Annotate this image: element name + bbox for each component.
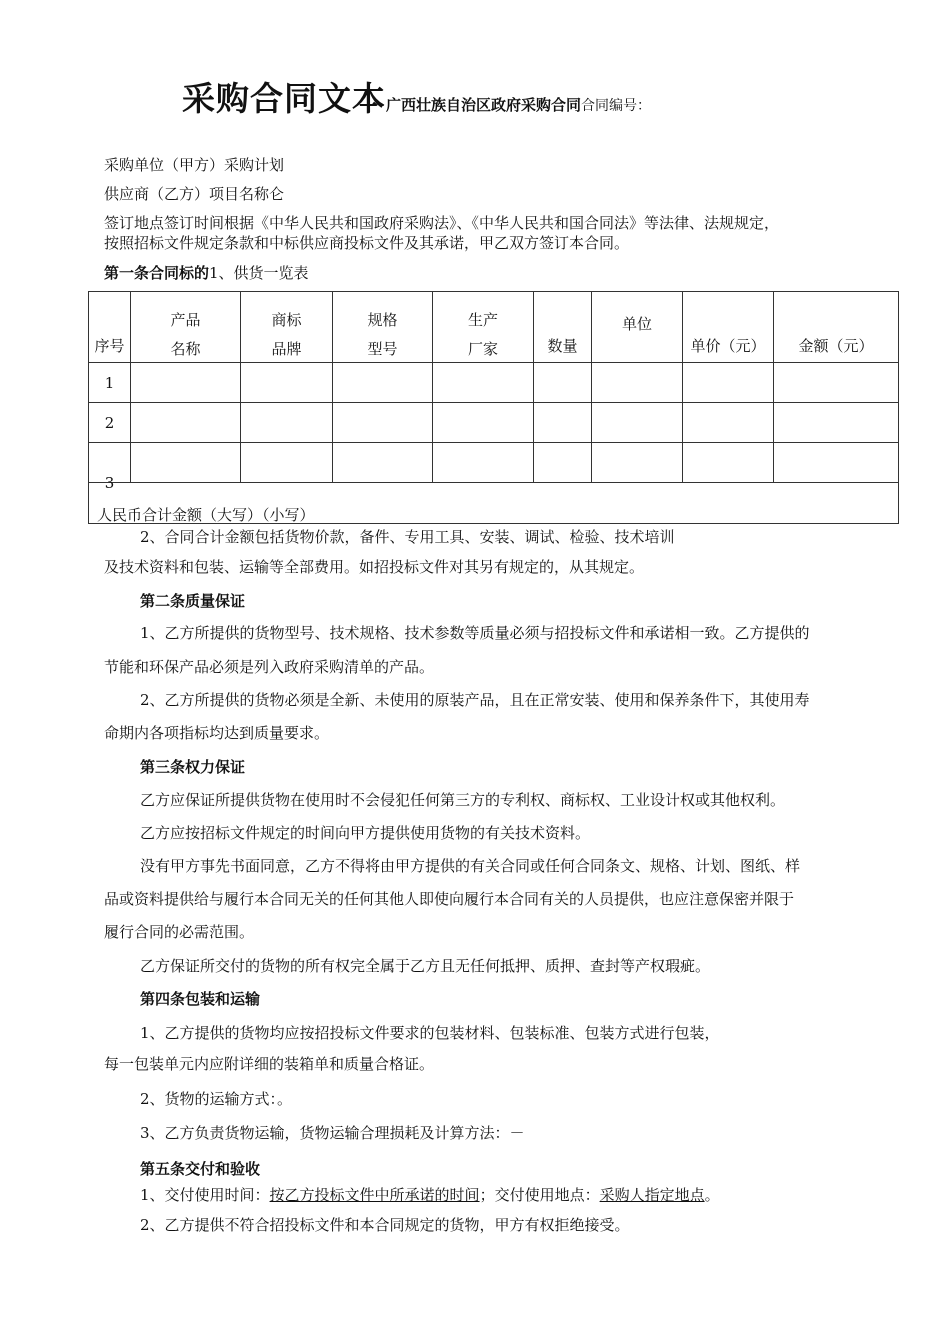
header-product-name: 产品 名称	[131, 292, 241, 363]
row-index: 2	[89, 403, 131, 443]
article1-subtitle: 1、供货一览表	[209, 264, 309, 282]
buyer-line: 采购单位（甲方）采购计划	[104, 156, 285, 174]
article1-p2-line2: 及技术资料和包装、运输等全部费用。如招投标文件对其另有规定的，从其规定。	[104, 558, 645, 576]
article5-heading: 第五条交付和验收	[140, 1160, 261, 1178]
table-row	[89, 443, 899, 483]
article3-heading: 第三条权力保证	[140, 758, 246, 776]
article2-p1-line1: 1、乙方所提供的货物型号、技术规格、技术参数等质量必须与招投标文件和承诺相一致。乙方提供的	[140, 624, 810, 642]
article4-heading: 第四条包装和运输	[140, 990, 261, 1008]
article2-p1-line2: 节能和环保产品必须是列入政府采购清单的产品。	[104, 658, 435, 676]
title-sub: 广西壮族自治区政府采购合同	[386, 96, 582, 114]
table-row	[89, 403, 899, 443]
article4-p1-line2: 每一包装单元内应附详细的装箱单和质量合格证。	[104, 1055, 435, 1073]
intro-line-2: 按照招标文件规定条款和中标供应商投标文件及其承诺，甲乙双方签订本合同。	[104, 234, 630, 252]
header-index: 序号	[89, 292, 131, 363]
header-amount: 金额（元）	[774, 292, 899, 363]
delivery-place-value: 采购人指定地点	[599, 1186, 705, 1204]
intro-line-1: 签订地点签订时间根据《中华人民共和国政府采购法》、《中华人民共和国合同法》等法律、法规规定，	[104, 214, 780, 232]
article5-p1: 1、交付使用时间：按乙方投标文件中所承诺的时间；交付使用地点：采购人指定地点。	[140, 1186, 720, 1204]
header-manufacturer: 生产 厂家	[433, 292, 534, 363]
header-quantity: 数量	[534, 292, 592, 363]
header-unit-price: 单价（元）	[683, 292, 774, 363]
article3-p3-line2: 品或资料提供给与履行本合同无关的任何其他人即使向履行本合同有关的人员提供，也应注意保密并限于	[104, 890, 795, 908]
article3-p2: 乙方应按招标文件规定的时间向甲方提供使用货物的有关技术资料。	[140, 824, 591, 842]
delivery-time-value: 按乙方投标文件中所承诺的时间	[269, 1186, 480, 1204]
article3-p4: 乙方保证所交付的货物的所有权完全属于乙方且无任何抵押、质押、查封等产权瑕疵。	[140, 957, 711, 975]
article3-p1: 乙方应保证所提供货物在使用时不会侵犯任何第三方的专利权、商标权、工业设计权或其他权利。	[140, 791, 786, 809]
article4-p3: 3、乙方负责货物运输，货物运输合理损耗及计算方法：－	[140, 1124, 525, 1142]
table-row	[89, 363, 899, 403]
article2-heading: 第二条质量保证	[140, 592, 246, 610]
total-row	[89, 483, 899, 524]
supply-table	[88, 291, 899, 524]
contract-number-label: 合同编号：	[581, 98, 652, 114]
article4-p1-line1: 1、乙方提供的货物均应按招投标文件要求的包装材料、包装标准、包装方式进行包装，	[140, 1024, 720, 1042]
article3-p3-line1: 没有甲方事先书面同意，乙方不得将由甲方提供的有关合同或任何合同条文、规格、计划、图纸、样	[140, 857, 801, 875]
title-main: 采购合同文本	[182, 79, 386, 118]
document-title	[182, 73, 651, 120]
total-amount-label: 人民币合计金额（大写）（小写）	[89, 483, 899, 524]
row-index: 3	[89, 443, 131, 483]
header-unit: 单位	[592, 292, 683, 363]
article1-p2-line1: 2、合同合计金额包括货物价款，备件、专用工具、安装、调试、检验、技术培训	[140, 528, 675, 546]
article1-heading	[104, 262, 309, 283]
article2-p2-line2: 命期内各项指标均达到质量要求。	[104, 724, 330, 742]
supplier-line: 供应商（乙方）项目名称仑	[104, 185, 285, 203]
header-brand: 商标 品牌	[241, 292, 333, 363]
article3-p3-line3: 履行合同的必需范围。	[104, 923, 255, 941]
table-header-row	[89, 292, 899, 363]
article2-p2-line1: 2、乙方所提供的货物必须是全新、未使用的原装产品，且在正常安装、使用和保养条件下，其使用寿	[140, 691, 810, 709]
header-model: 规格 型号	[333, 292, 433, 363]
article5-p2: 2、乙方提供不符合招投标文件和本合同规定的货物，甲方有权拒绝接受。	[140, 1216, 630, 1234]
article1-title: 第一条合同标的	[104, 264, 210, 282]
article4-p2: 2、货物的运输方式：。	[140, 1090, 293, 1108]
row-index: 1	[89, 363, 131, 403]
